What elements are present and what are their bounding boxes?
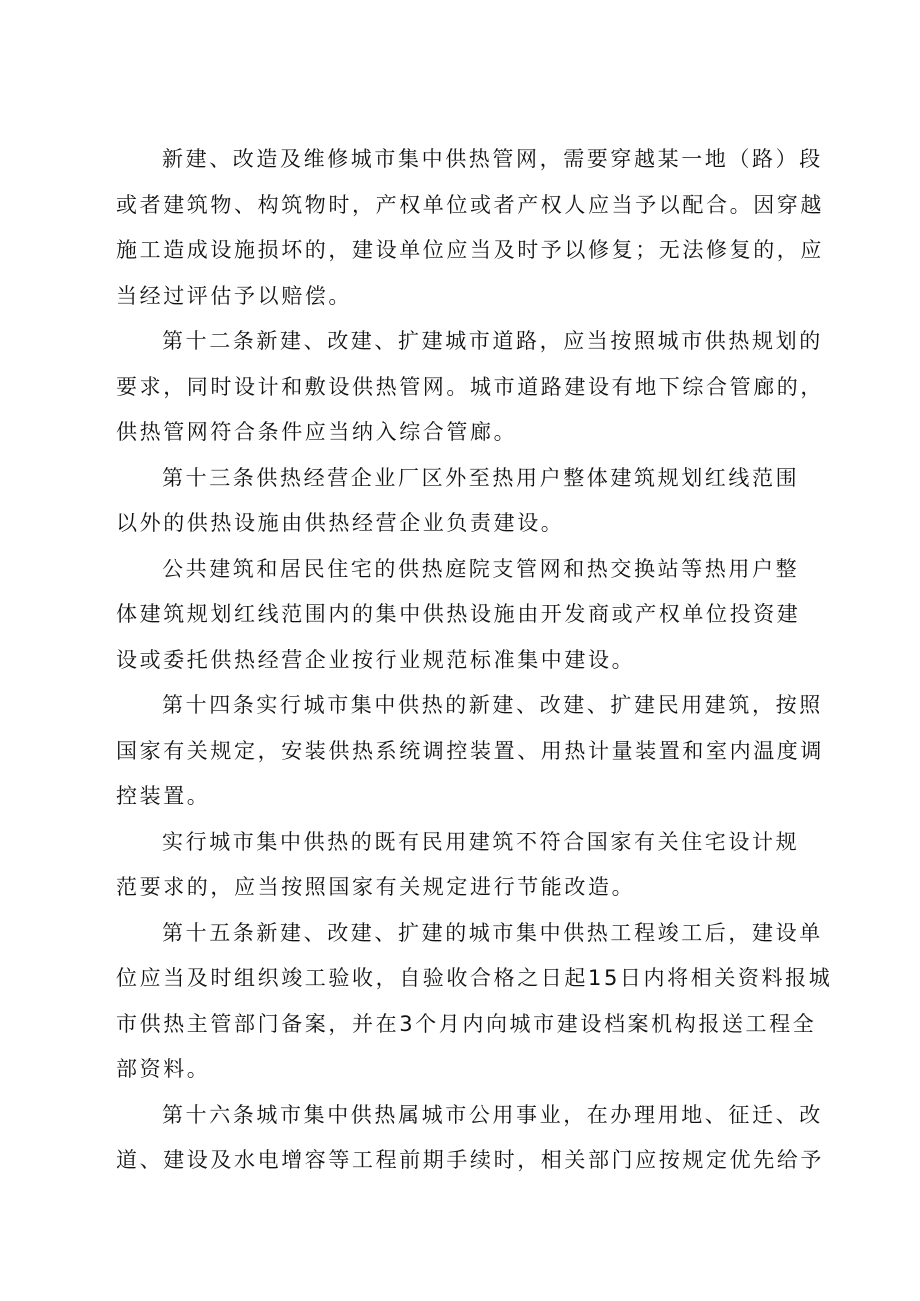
- text-line: 新建、改造及维修城市集中供热管网，需要穿越某一地（路）段: [162, 147, 823, 171]
- text-line: 实行城市集中供热的既有民用建筑不符合国家有关住宅设计规: [162, 829, 800, 854]
- text-line: 第十六条城市集中供热属城市公用事业，在办理用地、征迁、改: [162, 1102, 823, 1127]
- document-body: [116, 137, 833, 1184]
- text-line: 以外的供热设施由供热经营企业负责建设。: [116, 511, 565, 535]
- text-line: 范要求的，应当按照国家有关规定进行节能改造。: [116, 875, 636, 899]
- text-line: 体建筑规划红线范围内的集中供热设施由开发商或产权单位投资建: [116, 602, 801, 626]
- text-line: 第十三条供热经营企业厂区外至热用户整体建筑规划红线范围: [162, 465, 800, 490]
- text-line: 道、建设及水电增容等工程前期手续时，相关部门应按规定优先给予: [116, 1148, 824, 1172]
- text-line: 控装置。: [116, 784, 211, 808]
- text-line: 部资料。: [116, 1057, 211, 1081]
- text-line: 要求，同时设计和敷设供热管网。城市道路建设有地下综合管廊的，: [116, 374, 824, 399]
- text-line: 第十二条新建、改建、扩建城市道路，应当按照城市供热规划的: [162, 329, 823, 353]
- text-line: 供热管网符合条件应当纳入综合管廊。: [116, 420, 518, 444]
- text-line: 国家有关规定，安装供热系统调控装置、用热计量装置和室内温度调: [116, 738, 824, 763]
- text-line: 第十五条新建、改建、扩建的城市集中供热工程竣工后，建设单: [162, 920, 823, 945]
- text-line: 或者建筑物、构筑物时，产权单位或者产权人应当予以配合。因穿越: [116, 192, 824, 217]
- paragraph-crossing-cooperation: [116, 137, 824, 319]
- text-line: 第十四条实行城市集中供热的新建、改建、扩建民用建筑，按照: [162, 693, 823, 717]
- paragraph-existing-buildings: [116, 820, 810, 911]
- text-line: 设或委托供热经营企业按行业规范标准集中建设。: [116, 647, 636, 672]
- paragraph-article-15: [116, 911, 833, 1093]
- text-line: 公共建筑和居民住宅的供热庭院支管网和热交换站等热用户整: [162, 556, 800, 581]
- text-line: 施工造成设施损坏的，建设单位应当及时予以修复；无法修复的，应: [116, 238, 824, 262]
- text-line: 当经过评估予以赔偿。: [116, 283, 352, 308]
- paragraph-public-buildings: [116, 547, 810, 684]
- paragraph-article-14: [116, 683, 824, 820]
- paragraph-article-16: [116, 1093, 824, 1184]
- text-line: 市供热主管部门备案，并在3个月内向城市建设档案机构报送工程全: [116, 1011, 817, 1036]
- paragraph-article-12: [116, 319, 824, 456]
- paragraph-article-13: [116, 456, 810, 547]
- text-line: 位应当及时组织竣工验收，自验收合格之日起15日内将相关资料报城: [116, 966, 833, 990]
